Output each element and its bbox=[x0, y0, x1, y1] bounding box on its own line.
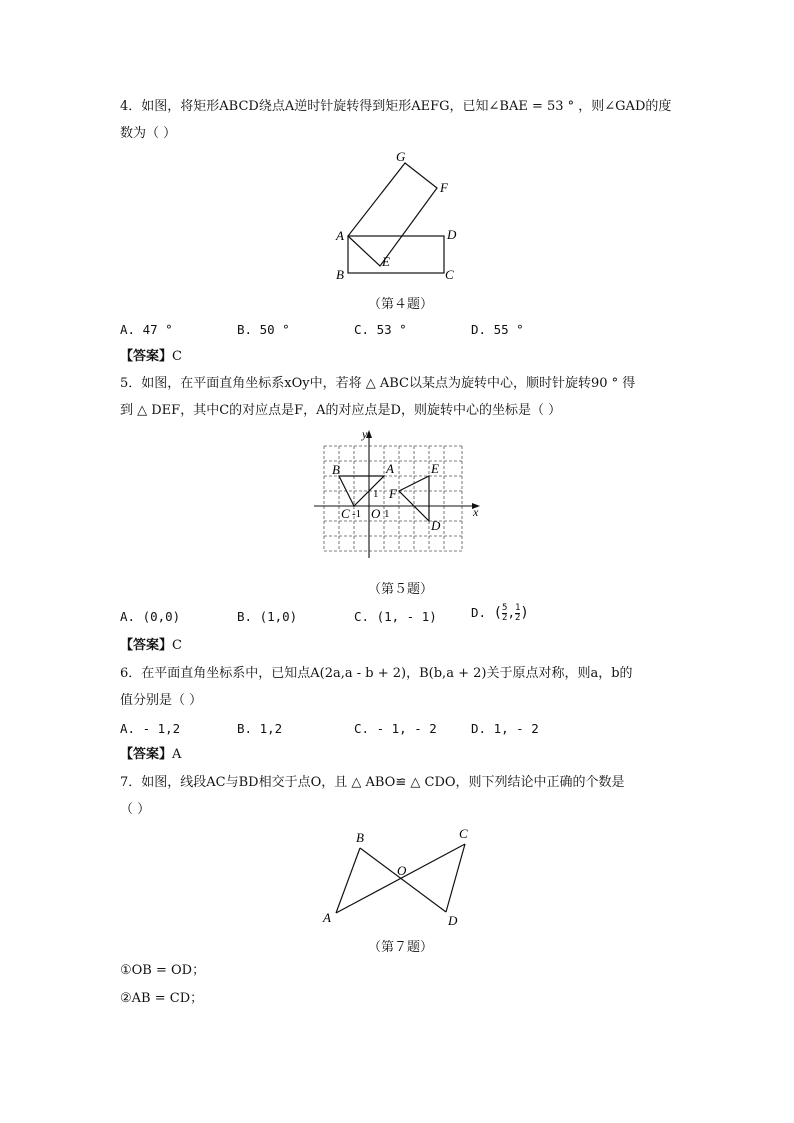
tick-one-x: 1 bbox=[384, 508, 390, 520]
q4-option-c: C. 53 ° bbox=[354, 322, 407, 337]
q4-option-d: D. 55 ° bbox=[471, 322, 524, 337]
rect-abcd bbox=[348, 236, 444, 273]
label-c: C bbox=[459, 826, 468, 841]
label-c: C bbox=[341, 506, 350, 521]
q6-option-b: B. 1,2 bbox=[237, 721, 283, 736]
segment-ab bbox=[336, 848, 360, 913]
label-b: B bbox=[356, 830, 364, 845]
label-b: B bbox=[336, 267, 344, 282]
q4-stem-line1: 4．如图，将矩形ABCD绕点A逆时针旋转得到矩形AEFG，已知∠BAE = 53 ° ，则∠GAD的度 bbox=[120, 99, 672, 114]
q4-option-a: A. 47 ° bbox=[120, 322, 173, 337]
fraction-five-halves: $\frac{5}{2}$ bbox=[502, 603, 508, 623]
answer-value: C bbox=[172, 638, 182, 653]
segment-ac bbox=[336, 844, 465, 913]
q5-figure bbox=[312, 426, 488, 558]
label-f: F bbox=[440, 180, 448, 195]
label-b: B bbox=[332, 462, 340, 477]
q5-caption: （第５题） bbox=[368, 582, 434, 597]
q5-option-b: B. (1,0) bbox=[237, 609, 298, 624]
segment-bd bbox=[360, 848, 446, 912]
q6-option-a: A. - 1,2 bbox=[120, 721, 181, 736]
q6-answer bbox=[120, 746, 181, 764]
q5-option-d: D. ( $\frac{5}{2}$ , $\frac{1}{2}$ ) bbox=[471, 603, 529, 623]
rect-aefg bbox=[348, 163, 437, 266]
fraction-one-half: $\frac{1}{2}$ bbox=[514, 603, 521, 623]
label-g: G bbox=[396, 150, 406, 164]
tick-one-y: 1 bbox=[373, 488, 379, 500]
label-o: O bbox=[371, 506, 381, 521]
q6-option-d: D. 1, - 2 bbox=[471, 721, 539, 736]
option-d-letter: D. bbox=[471, 605, 487, 620]
segment-cd bbox=[446, 844, 465, 912]
label-f: F bbox=[389, 486, 397, 501]
q4-stem-line2: 数为（ ） bbox=[120, 126, 177, 141]
q7-stem-line1: 7．如图，线段AC与BD相交于点O，且 △ ABO≌ △ CDO，则下列结论中正确的个数是 bbox=[120, 775, 625, 790]
q5-option-a: A. (0,0) bbox=[120, 609, 181, 624]
q6-stem-line1: 6．在平面直角坐标系中，已知点A(2a,a - b + 2)，B(b,a + 2)关于原点对称，则a，b的 bbox=[120, 666, 633, 681]
label-a: A bbox=[336, 228, 344, 243]
q7-stem-line2: （ ） bbox=[120, 802, 151, 817]
label-e: E bbox=[431, 461, 439, 476]
q4-answer bbox=[120, 348, 182, 366]
q6-option-c: C. - 1, - 2 bbox=[354, 721, 437, 736]
answer-label: 【答案】 bbox=[120, 349, 173, 364]
q4-option-b: B. 50 ° bbox=[237, 322, 290, 337]
label-a: A bbox=[323, 910, 331, 925]
label-a: A bbox=[386, 461, 394, 476]
label-o: O bbox=[397, 863, 407, 878]
q6-stem-line2: 值分别是（ ） bbox=[120, 693, 203, 708]
label-e: E bbox=[382, 254, 390, 269]
label-d: D bbox=[431, 518, 441, 533]
q5-answer bbox=[120, 637, 182, 655]
q5-stem-line2: 到 △ DEF，其中C的对应点是F，A的对应点是D，则旋转中心的坐标是（ ） bbox=[120, 403, 562, 418]
answer-value: A bbox=[172, 747, 182, 762]
label-y: y bbox=[362, 427, 368, 441]
q7-figure bbox=[315, 822, 485, 930]
answer-label: 【答案】 bbox=[120, 638, 173, 653]
q7-caption: （第７题） bbox=[368, 940, 434, 955]
q4-caption: （第４题） bbox=[368, 297, 434, 312]
label-c: C bbox=[445, 267, 454, 282]
q4-figure bbox=[330, 150, 470, 285]
label-x: x bbox=[473, 505, 479, 519]
answer-label: 【答案】 bbox=[120, 747, 173, 762]
q5-stem-line1: 5．如图，在平面直角坐标系xOy中，若将 △ ABC以某点为旋转中心，顺时针旋转90 ° 得 bbox=[120, 376, 636, 391]
label-d: D bbox=[448, 913, 458, 928]
q7-statement-1: ①OB = OD； bbox=[120, 963, 206, 978]
q7-statement-2: ②AB = CD； bbox=[120, 991, 204, 1006]
tick-minus-one: -1 bbox=[352, 508, 362, 520]
q5-option-c: C. (1, - 1) bbox=[354, 609, 437, 624]
label-d: D bbox=[447, 227, 457, 242]
answer-value: C bbox=[172, 349, 182, 364]
